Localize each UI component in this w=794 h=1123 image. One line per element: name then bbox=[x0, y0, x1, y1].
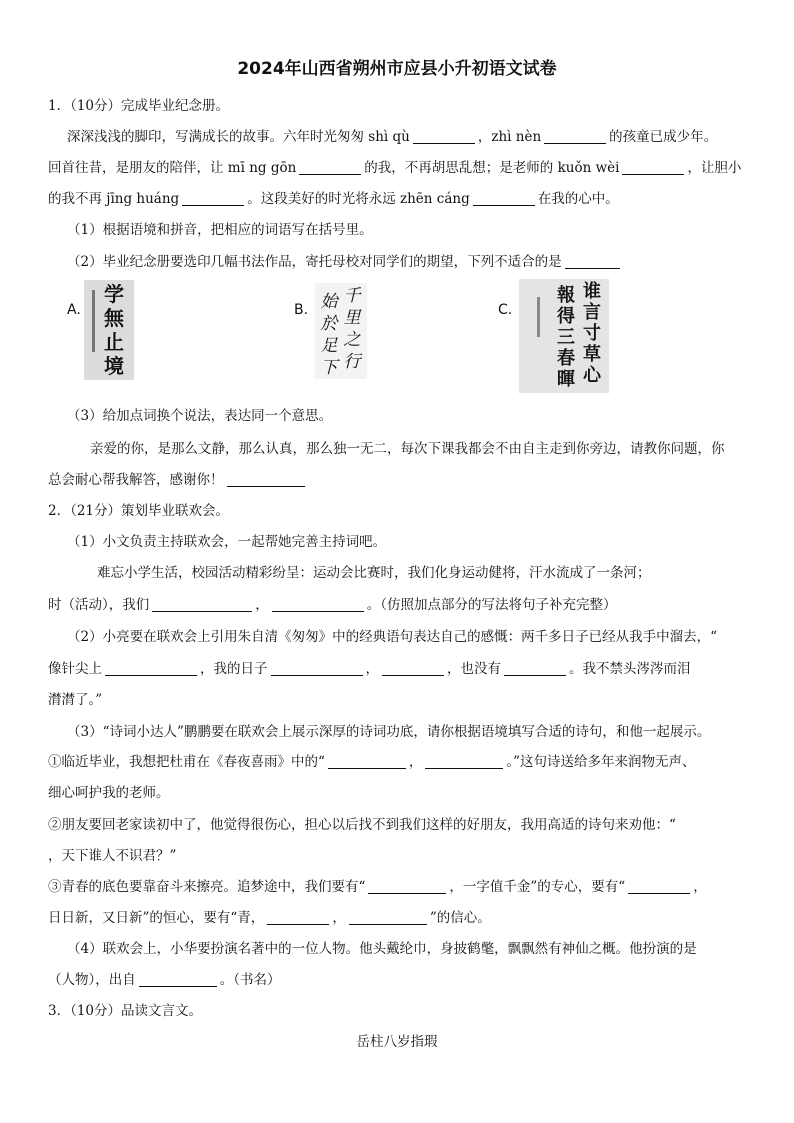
question-2-heading: 2．（21分）策划毕业联欢会。 bbox=[48, 503, 230, 519]
calligraphy-char: 足 bbox=[320, 336, 338, 356]
q2-subquestion-1: （1）小文负责主持联欢会，一起帮她完善主持词吧。 bbox=[67, 534, 387, 550]
calligraphy-char: 春 bbox=[557, 348, 575, 369]
calligraphy-char: 谁 bbox=[583, 281, 601, 302]
answer-blank[interactable] bbox=[544, 127, 606, 144]
q1-passage-line-2 bbox=[48, 465, 308, 496]
calligraphy-c-column-2 bbox=[555, 285, 577, 390]
answer-blank[interactable] bbox=[299, 158, 361, 175]
q2-text: ，我的日子 bbox=[200, 661, 268, 677]
q2-text: 日日新，又日新”的恒心，要有“青， bbox=[48, 910, 265, 926]
calligraphy-b-column-2 bbox=[318, 291, 340, 379]
q1-text: 的孩童已成少年。 bbox=[609, 129, 718, 145]
q2-subquestion-3: （3）“诗词小达人”鹏鹏要在联欢会上展示深厚的诗词功底，请你根据语境填写合适的诗句，和他一起展示。 bbox=[67, 724, 711, 740]
q2-text: ，也没有 bbox=[447, 661, 501, 677]
q2-subquestion-4: （4）联欢会上，小华要扮演名著中的一位人物。他头戴纶巾，身披鹤氅，飘飘然有神仙之概。他扮演的是 bbox=[67, 941, 697, 957]
q1-paragraph-line-3 bbox=[48, 184, 619, 215]
calligraphy-char: 境 bbox=[104, 354, 124, 378]
answer-blank[interactable] bbox=[272, 595, 364, 612]
answer-blank[interactable] bbox=[413, 127, 475, 144]
answer-blank[interactable] bbox=[152, 595, 252, 612]
calligraphy-char: 里 bbox=[343, 308, 361, 328]
q1-paragraph-line-2 bbox=[48, 153, 741, 184]
q1-text: 深深浅浅的脚印，写满成长的故事。六年时光匆匆 shì qù bbox=[67, 129, 410, 145]
answer-blank[interactable] bbox=[425, 752, 503, 769]
q2-text: 。（仿照加点部分的写法将句子补充完整） bbox=[366, 597, 617, 613]
option-c-label: C. bbox=[498, 302, 513, 318]
q1-text: （2）毕业纪念册要选印几幅书法作品，寄托母校对同学们的期望，下列不适合的是 bbox=[67, 254, 562, 270]
q2-poem-item-1-line-2: 细心呵护我的老师。 bbox=[48, 785, 170, 801]
calligraphy-char: 学 bbox=[104, 282, 124, 306]
q2-text: 。（书名） bbox=[219, 972, 281, 988]
q1-subquestion-1: （1）根据语境和拼音，把相应的词语写在括号里。 bbox=[67, 222, 373, 238]
calligraphy-char: 草 bbox=[583, 344, 601, 365]
calligraphy-char: 行 bbox=[343, 352, 361, 372]
calligraphy-char: 無 bbox=[104, 306, 124, 330]
q2-text: ③青春的底色要靠奋斗来擦亮。追梦途中，我们要有“ bbox=[48, 879, 366, 895]
answer-blank[interactable] bbox=[271, 659, 363, 676]
calligraphy-char: 之 bbox=[343, 330, 361, 350]
q2-subquestion-2-line-3: 潸潸了。” bbox=[48, 692, 103, 708]
option-a-label: A. bbox=[67, 302, 81, 318]
calligraphy-char: 心 bbox=[583, 365, 601, 386]
q1-text: 的我，不再胡思乱想；是老师的 kuǒn wèi bbox=[364, 160, 620, 176]
answer-blank[interactable] bbox=[628, 877, 690, 894]
calligraphy-char: 下 bbox=[320, 358, 338, 378]
q1-text: 回首往昔，是朋友的陪伴，让 mī ng gōn bbox=[48, 160, 297, 176]
q2-host-line-1: 难忘小学生活，校园活动精彩纷呈：运动会比赛时，我们化身运动健将，汗水流成了一条河； bbox=[97, 565, 651, 581]
answer-blank[interactable] bbox=[182, 189, 244, 206]
q2-host-line-2 bbox=[48, 590, 617, 621]
q1-text: 在我的心中。 bbox=[537, 191, 619, 207]
calligraphy-b-image bbox=[315, 283, 367, 379]
question-1-heading: 1．（10分）完成毕业纪念册。 bbox=[48, 98, 230, 114]
calligraphy-char: 言 bbox=[583, 302, 601, 323]
q2-subquestion-2: （2）小亮要在联欢会上引用朱自清《匆匆》中的经典语句表达自己的感慨：两千多日子已经从我手中溜去，“ bbox=[67, 629, 717, 645]
answer-blank[interactable] bbox=[473, 189, 535, 206]
q1-passage-line-1: 亲爱的你，是那么文静，那么认真，那么独一无二，每次下课我都会不由自主走到你旁边，请教你问题，你 bbox=[90, 441, 725, 457]
calligraphy-c-image bbox=[519, 279, 609, 393]
calligraphy-c-column-1 bbox=[581, 281, 603, 386]
page-title: 2024年山西省朔州市应县小升初语文试卷 bbox=[237, 59, 557, 79]
answer-blank[interactable] bbox=[504, 659, 566, 676]
q1-paragraph-line-1 bbox=[67, 122, 717, 153]
q1-text: ，zhì nèn bbox=[477, 129, 542, 145]
q1-text: 的我不再 jīng huáng bbox=[48, 191, 180, 207]
q1-subquestion-3: （3）给加点词换个说法，表达同一个意思。 bbox=[67, 408, 333, 424]
answer-blank[interactable] bbox=[382, 659, 444, 676]
calligraphy-char: 止 bbox=[104, 330, 124, 354]
q2-subquestion-2-line-2 bbox=[48, 654, 691, 685]
q2-text: ， bbox=[255, 597, 269, 613]
q2-text: 像针尖上 bbox=[48, 661, 102, 677]
q2-poem-item-2: ②朋友要回老家读初中了，他觉得很伤心，担心以后找不到我们这样的好朋友，我用高适的诗句来劝他：“ bbox=[48, 817, 676, 833]
passage-title: 岳柱八岁指瑕 bbox=[356, 1034, 438, 1050]
calligraphy-a-image bbox=[84, 280, 134, 380]
answer-blank[interactable] bbox=[227, 470, 305, 487]
q2-text: 。我不禁头涔涔而泪 bbox=[569, 661, 691, 677]
calligraphy-a-characters bbox=[102, 282, 126, 378]
q2-text: ， bbox=[365, 661, 379, 677]
calligraphy-char: 暉 bbox=[557, 369, 575, 390]
q2-text: ， bbox=[693, 879, 707, 895]
calligraphy-char: 三 bbox=[557, 327, 575, 348]
answer-blank[interactable] bbox=[328, 752, 406, 769]
answer-blank[interactable] bbox=[622, 158, 684, 175]
calligraphy-char: 報 bbox=[557, 285, 575, 306]
answer-blank[interactable] bbox=[105, 659, 197, 676]
q2-text: （人物），出自 bbox=[48, 972, 136, 988]
q2-poem-item-2-line-2: ，天下谁人不识君？” bbox=[48, 848, 177, 864]
q2-text: ， bbox=[408, 754, 423, 770]
q2-text: ，一字值千金”的专心，要有“ bbox=[449, 879, 626, 895]
calligraphy-char: 於 bbox=[320, 314, 338, 334]
signature-mark bbox=[537, 297, 540, 337]
calligraphy-char: 千 bbox=[343, 286, 361, 306]
q1-subquestion-2 bbox=[67, 247, 623, 278]
q2-text: ”的信心。 bbox=[429, 910, 491, 926]
answer-blank[interactable] bbox=[267, 908, 329, 925]
q2-text: 时（活动），我们 bbox=[48, 597, 150, 613]
calligraphy-char: 寸 bbox=[583, 323, 601, 344]
q2-poem-item-3 bbox=[48, 872, 707, 903]
q2-poem-item-1 bbox=[48, 747, 696, 778]
option-b-label: B. bbox=[294, 302, 309, 318]
q2-subquestion-4-line-2 bbox=[48, 965, 281, 996]
q2-poem-item-3-line-2 bbox=[48, 903, 491, 934]
signature-mark bbox=[92, 290, 95, 352]
question-3-heading: 3．（10分）品读文言文。 bbox=[48, 1003, 203, 1019]
answer-blank[interactable] bbox=[349, 908, 427, 925]
q1-text: 。这段美好的时光将永远 zhēn cáng bbox=[247, 191, 470, 207]
answer-blank[interactable] bbox=[139, 970, 217, 987]
q1-text: ，让胆小 bbox=[687, 160, 742, 176]
q2-text: ， bbox=[332, 910, 346, 926]
calligraphy-char: 始 bbox=[320, 292, 338, 312]
q2-text: 。”这句诗送给多年来润物无声、 bbox=[506, 754, 696, 770]
answer-blank[interactable] bbox=[565, 252, 620, 269]
calligraphy-b-column-1 bbox=[341, 285, 363, 373]
q1-text: 总会耐心帮我解答，感谢你！ bbox=[48, 472, 224, 488]
answer-blank[interactable] bbox=[368, 877, 446, 894]
calligraphy-char: 得 bbox=[557, 306, 575, 327]
q2-text: ①临近毕业，我想把杜甫在《春夜喜雨》中的“ bbox=[48, 754, 325, 770]
